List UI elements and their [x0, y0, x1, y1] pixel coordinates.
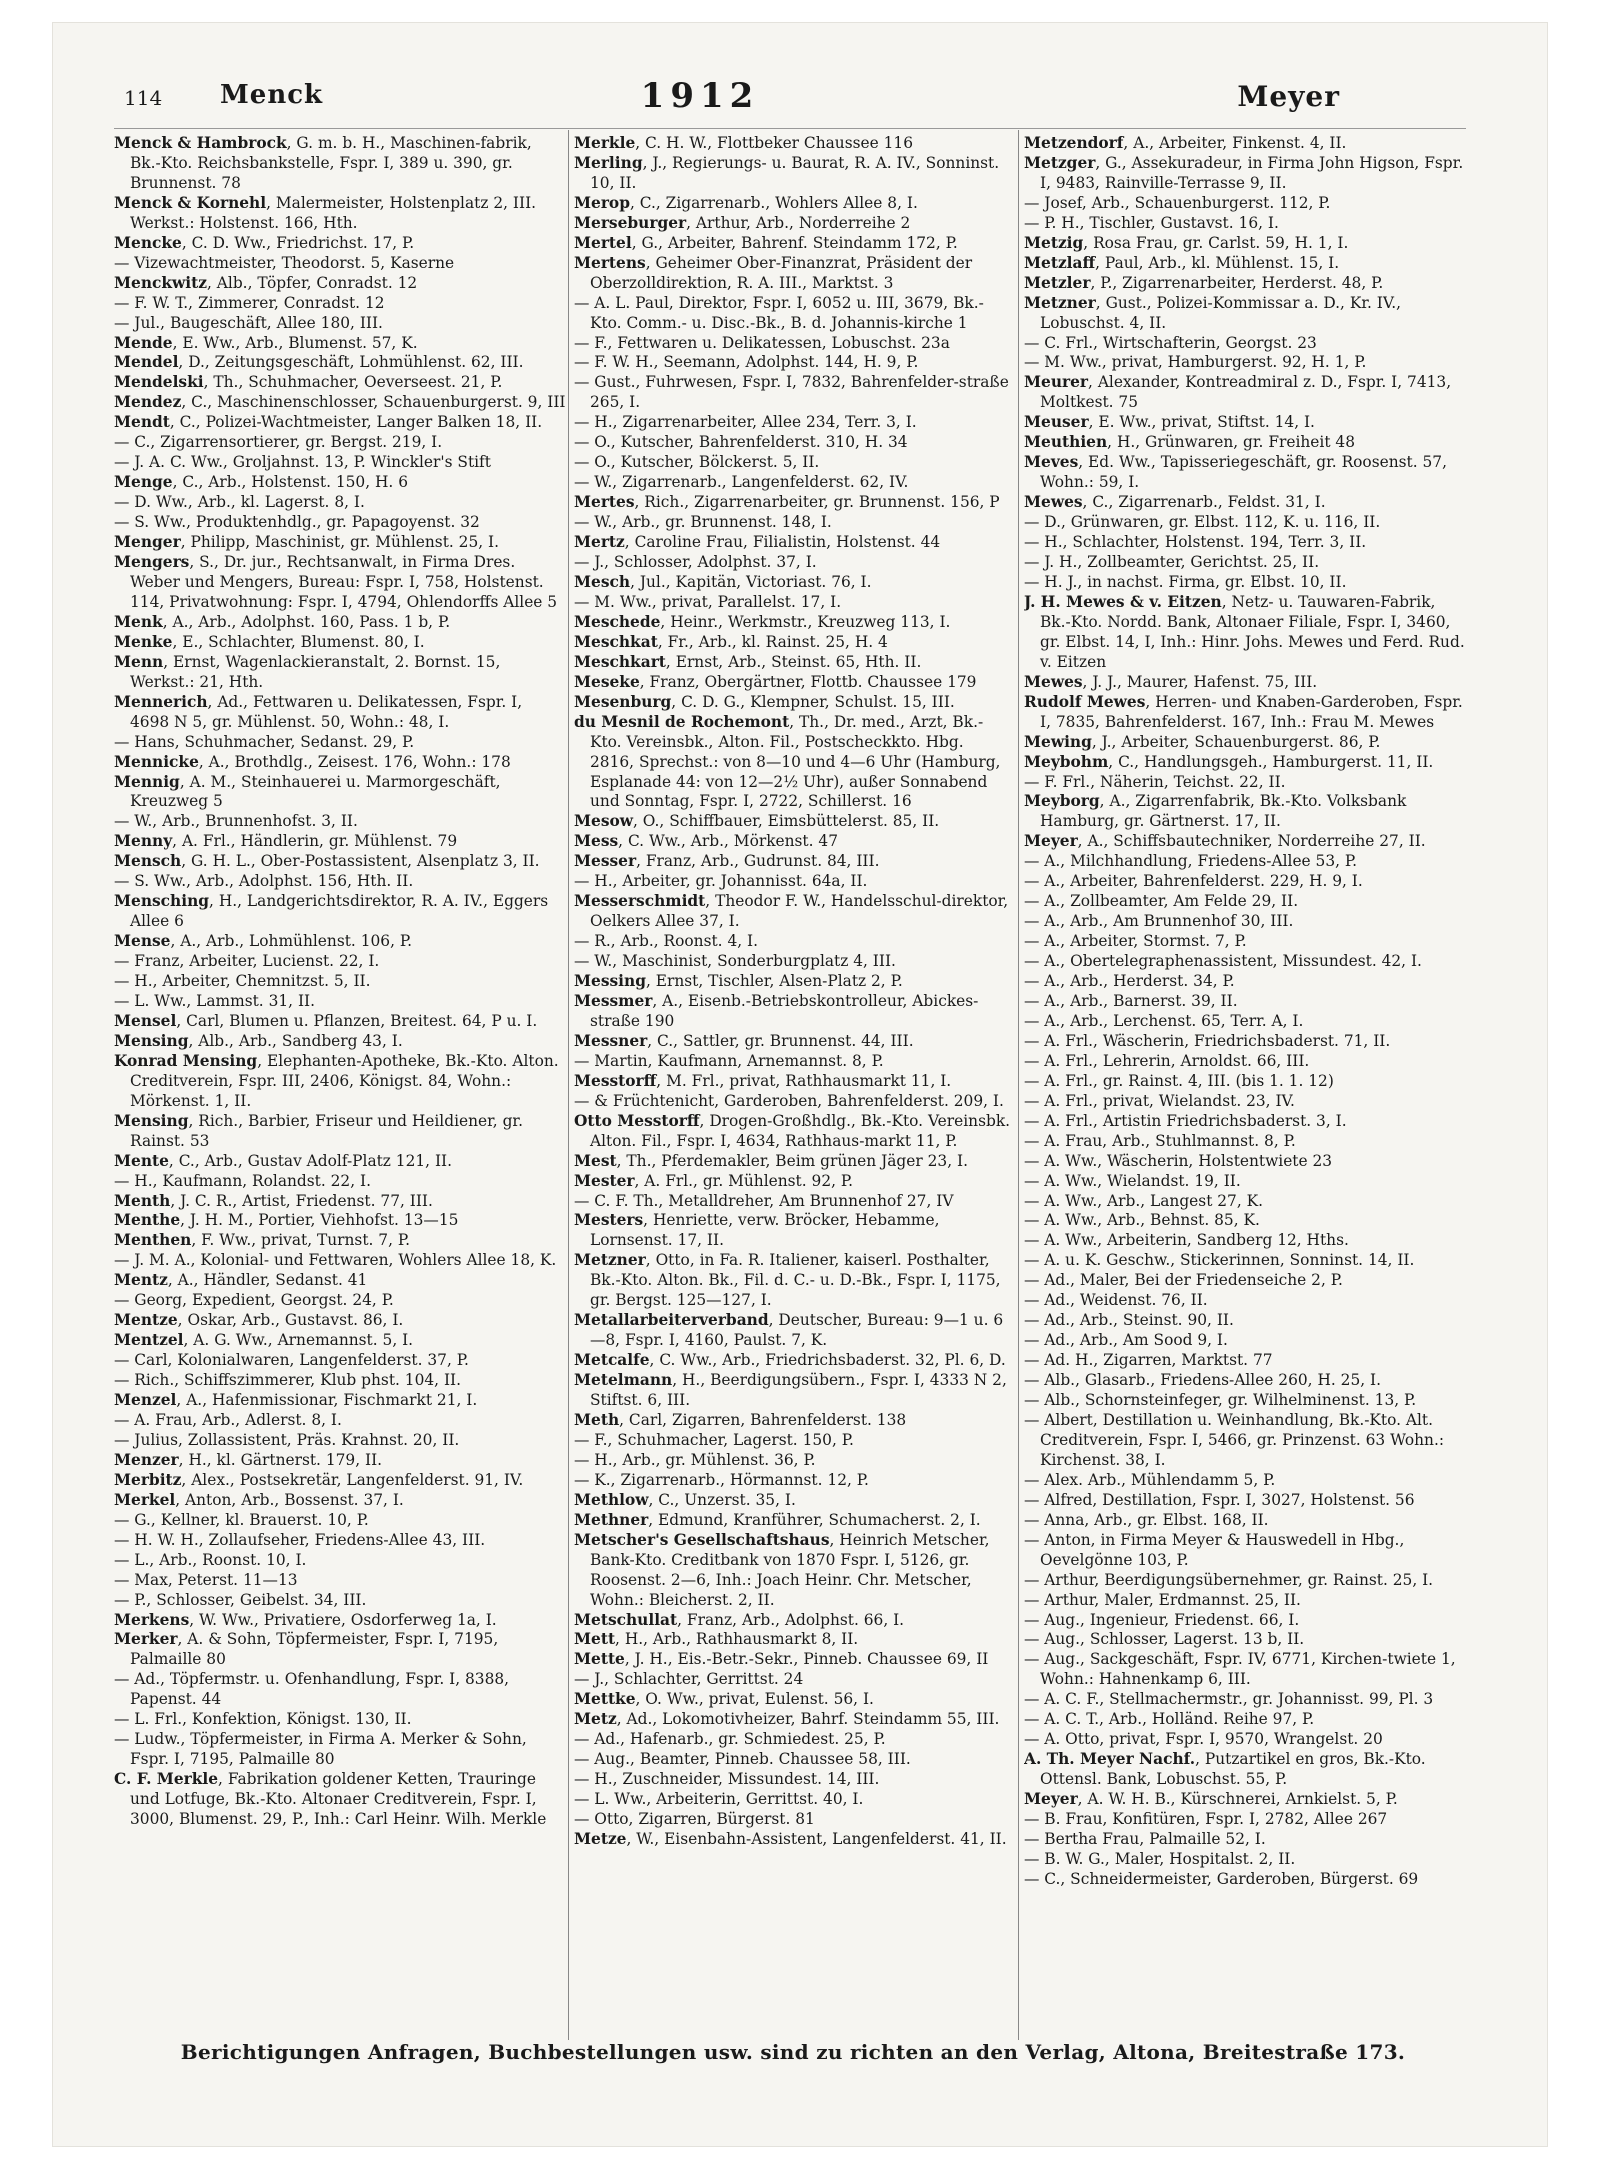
directory-entry: Meybohm, C., Handlungsgeh., Hamburgerst. 11, II.: [1024, 752, 1434, 771]
directory-entry: — H., Schlachter, Holstenst. 194, Terr. 3, II.: [1024, 533, 1367, 552]
directory-entry: Mensing, Rich., Barbier, Friseur und Heildiener, gr. Rainst. 53: [114, 1111, 523, 1150]
directory-entry: — H., Zuschneider, Missundest. 14, III.: [574, 1770, 880, 1789]
directory-entry: Rudolf Mewes, Herren- und Knaben-Garderoben, Fspr. I, 7835, Bahrenfelderst. 167, Inh.: Frau M. Mewes: [1024, 692, 1463, 731]
directory-entry: — A. Ww., Wielandst. 19, II.: [1024, 1171, 1241, 1190]
directory-entry: — Ad., Hafenarb., gr. Schmiedest. 25, P.: [574, 1730, 886, 1749]
directory-entry: Meves, Ed. Ww., Tapisseriegeschäft, gr. Roosenst. 57, Wohn.: 59, I.: [1024, 453, 1447, 492]
directory-entry: — J. A. C. Ww., Groljahnst. 13, P. Winckler's Stift: [114, 453, 491, 472]
directory-entry: — S. Ww., Arb., Adolphst. 156, Hth. II.: [114, 872, 414, 891]
directory-entry: — Gust., Fuhrwesen, Fspr. I, 7832, Bahrenfelder-straße 265, I.: [574, 373, 1009, 412]
directory-entry: Methlow, C., Unzerst. 35, I.: [574, 1490, 796, 1509]
directory-entry: Mengers, S., Dr. jur., Rechtsanwalt, in Firma Dres. Weber und Mengers, Bureau: Fspr. I, 758, Holstenst. 114, Privatwohnung: Fspr. I, 4794, Ohlendorffs Allee 5: [114, 553, 558, 611]
directory-entry: Mester, A. Frl., gr. Mühlenst. 92, P.: [574, 1171, 854, 1190]
directory-entry: — S. Ww., Produktenhdlg., gr. Papagoyenst. 32: [114, 513, 480, 532]
directory-entry: — C. Frl., Wirtschafterin, Georgst. 23: [1024, 333, 1317, 352]
directory-entry: Meth, Carl, Zigarren, Bahrenfelderst. 138: [574, 1411, 907, 1429]
directory-entry: — A. Frau, Arb., Adlerst. 8, I.: [114, 1411, 342, 1429]
directory-entry: Mense, A., Arb., Lohmühlenst. 106, P.: [114, 932, 412, 951]
directory-entry: — Martin, Kaufmann, Arnemannst. 8, P.: [574, 1051, 884, 1070]
directory-entry: — Rich., Schiffszimmerer, Klub phst. 104, II.: [114, 1371, 461, 1390]
directory-entry: — A. Frl., Lehrerin, Arnoldst. 66, III.: [1024, 1051, 1310, 1070]
directory-entry: Meuser, E. Ww., privat, Stiftst. 14, I.: [1024, 413, 1315, 432]
column-2: [574, 134, 1012, 2034]
directory-entry: — Anton, in Firma Meyer & Hauswedell in Hbg., Oevelgönne 103, P.: [1024, 1530, 1405, 1569]
directory-entry: — Bertha Frau, Palmaille 52, I.: [1024, 1830, 1266, 1849]
directory-entry: Mensch, G. H. L., Ober-Postassistent, Alsenplatz 3, II.: [114, 852, 540, 871]
directory-entry: Mensel, Carl, Blumen u. Pflanzen, Breitest. 64, P u. I.: [114, 1011, 538, 1030]
directory-entry: Mette, J. H., Eis.-Betr.-Sekr., Pinneb. Chaussee 69, II: [574, 1650, 989, 1669]
directory-entry: Mennig, A. M., Steinhauerei u. Marmorgeschäft, Kreuzweg 5: [114, 772, 501, 811]
publisher-footer: Berichtigungen Anfragen, Buchbestellungen usw. sind zu richten an den Verlag, Altona, Breitestraße 173.: [180, 2040, 1406, 2064]
directory-entry: — Franz, Arbeiter, Lucienst. 22, I.: [114, 952, 380, 971]
directory-entry: Mencke, C. D. Ww., Friedrichst. 17, P.: [114, 233, 415, 252]
directory-entry: — A., Arb., Herderst. 34, P.: [1024, 972, 1235, 991]
directory-entry: — A., Arbeiter, Bahrenfelderst. 229, H. 9, I.: [1024, 872, 1363, 891]
directory-entry: — Ad., Arb., Am Sood 9, I.: [1024, 1331, 1228, 1350]
directory-entry: — Alex. Arb., Mühlendamm 5, P.: [1024, 1470, 1276, 1489]
directory-entry: Mende, E. Ww., Arb., Blumenst. 57, K.: [114, 333, 418, 352]
directory-entry: — J., Schlosser, Adolphst. 37, I.: [574, 553, 817, 572]
directory-entry: — Aug., Beamter, Pinneb. Chaussee 58, III.: [574, 1750, 911, 1769]
directory-entry: — Ad., Maler, Bei der Friedenseiche 2, P.: [1024, 1271, 1343, 1290]
directory-entry: — & Früchtenicht, Garderoben, Bahrenfelderst. 209, I.: [574, 1091, 1004, 1110]
directory-entry: Metzger, G., Assekuradeur, in Firma John Higson, Fspr. I, 9483, Rainville-Terrasse 9, II.: [1024, 153, 1464, 192]
directory-entry: — B. Frau, Konfitüren, Fspr. I, 2782, Allee 267: [1024, 1810, 1388, 1829]
directory-entry: — A. Ww., Arb., Behnst. 85, K.: [1024, 1211, 1260, 1230]
directory-entry: Meuthien, H., Grünwaren, gr. Freiheit 48: [1024, 433, 1355, 452]
directory-entry: — R., Arb., Roonst. 4, I.: [574, 932, 758, 951]
directory-entry: Merkle, C. H. W., Flottbeker Chaussee 116: [574, 134, 913, 152]
directory-entry: Meurer, Alexander, Kontreadmiral z. D., Fspr. I, 7413, Moltkest. 75: [1024, 373, 1452, 412]
directory-entry: — W., Arb., Brunnenhofst. 3, II.: [114, 812, 358, 831]
directory-entry: — Aug., Sackgeschäft, Fspr. IV, 6771, Kirchen-twiete 1, Wohn.: Hahnenkamp 6, III.: [1024, 1650, 1456, 1689]
directory-entry: Menge, C., Arb., Holstenst. 150, H. 6: [114, 473, 409, 492]
directory-entry: — W., Arb., gr. Brunnenst. 148, I.: [574, 513, 832, 532]
directory-entry: — L. Frl., Konfektion, Königst. 130, II.: [114, 1710, 412, 1729]
directory-entry: Messer, Franz, Arb., Gudrunst. 84, III.: [574, 852, 880, 871]
directory-entry: Mennicke, A., Brothdlg., Zeisest. 176, Wohn.: 178: [114, 752, 511, 771]
directory-entry: — Alfred, Destillation, Fspr. I, 3027, Holstenst. 56: [1024, 1490, 1415, 1509]
directory-entry: — A., Zollbeamter, Am Felde 29, II.: [1024, 892, 1299, 911]
directory-entry: Menzer, H., kl. Gärtnerst. 179, II.: [114, 1450, 383, 1469]
directory-entry: Mertz, Caroline Frau, Filialistin, Holstenst. 44: [574, 533, 941, 552]
directory-entry: — A. Frl., Wäscherin, Friedrichsbaderst. 71, II.: [1024, 1031, 1391, 1050]
directory-entry: Menzel, A., Hafenmissionar, Fischmarkt 21, I.: [114, 1391, 478, 1410]
directory-entry: — H., Kaufmann, Rolandst. 22, I.: [114, 1171, 371, 1190]
directory-entry: Mett, H., Arb., Rathhausmarkt 8, II.: [574, 1630, 859, 1649]
directory-entry: Mente, C., Arb., Gustav Adolf-Platz 121, II.: [114, 1151, 453, 1170]
directory-entry: — Jul., Baugeschäft, Allee 180, III.: [114, 313, 383, 332]
directory-entry: — Ludw., Töpfermeister, in Firma A. Merker & Sohn, Fspr. I, 7195, Palmaille 80: [114, 1730, 527, 1769]
directory-entry: — A. Frl., gr. Rainst. 4, III. (bis 1. 1. 12): [1024, 1071, 1334, 1090]
directory-entry: Menny, A. Frl., Händlerin, gr. Mühlenst. 79: [114, 832, 458, 851]
directory-entry: Mesters, Henriette, verw. Bröcker, Hebamme, Lornsenst. 17, II.: [574, 1211, 940, 1250]
directory-entry: Mentzel, A. G. Ww., Arnemannst. 5, I.: [114, 1331, 414, 1350]
directory-entry: Mennerich, Ad., Fettwaren u. Delikatessen, Fspr. I, 4698 N 5, gr. Mühlenst. 50, Wohn.: 48, I.: [114, 692, 523, 731]
directory-entry: — A., Arb., Lerchenst. 65, Terr. A, I.: [1024, 1011, 1304, 1030]
directory-entry: — J. M. A., Kolonial- und Fettwaren, Wohlers Allee 18, K.: [114, 1251, 557, 1270]
directory-entry: — H. J., in nachst. Firma, gr. Elbst. 10, II.: [1024, 572, 1347, 591]
directory-entry: — G., Kellner, kl. Brauerst. 10, P.: [114, 1510, 369, 1529]
directory-entry: Metcalfe, C. Ww., Arb., Friedrichsbaderst. 32, Pl. 6, D.: [574, 1351, 1006, 1370]
directory-entry: J. H. Mewes & v. Eitzen, Netz- u. Tauwaren-Fabrik, Bk.-Kto. Nordd. Bank, Altonaer Filiale, Fspr. I, 3460, gr. Elbst. 14, I, Inh.: Hinr. Johs. Mewes und Ferd. Rud. v. Eitzen: [1024, 592, 1465, 671]
header-rule: [114, 128, 1466, 129]
right-catchword: Meyer: [1237, 80, 1340, 113]
directory-entry: — F. W. H., Seemann, Adolphst. 144, H. 9, P.: [574, 353, 919, 372]
directory-entry: — A. Ww., Arbeiterin, Sandberg 12, Hths.: [1024, 1231, 1349, 1250]
directory-entry: — A. Ww., Arb., Langest 27, K.: [1024, 1191, 1264, 1210]
directory-entry: Mertel, G., Arbeiter, Bahrenf. Steindamm 172, P.: [574, 233, 958, 252]
directory-entry: Mesenburg, C. D. G., Klempner, Schulst. 15, III.: [574, 692, 955, 711]
directory-entry: Otto Messtorff, Drogen-Großhdlg., Bk.-Kto. Vereinsbk. Alton. Fil., Fspr. I, 4634, Rathhaus-markt 11, P.: [574, 1111, 1011, 1150]
directory-entry: Mertes, Rich., Zigarrenarbeiter, gr. Brunnenst. 156, P: [574, 493, 1000, 512]
directory-entry: Metallarbeiterverband, Deutscher, Bureau: 9—1 u. 6—8, Fspr. I, 4160, Paulst. 7, K.: [574, 1311, 1004, 1350]
column-3: [1024, 134, 1466, 2034]
directory-entry: Menthe, J. H. M., Portier, Viehhofst. 13—15: [114, 1211, 459, 1230]
directory-entry: Menck & Kornehl, Malermeister, Holstenplatz 2, III. Werkst.: Holstenst. 166, Hth.: [114, 193, 537, 232]
directory-entry: Metelmann, H., Beerdigungsübern., Fspr. I, 4333 N 2, Stiftst. 6, III.: [574, 1371, 1007, 1410]
directory-entry: — C., Schneidermeister, Garderoben, Bürgerst. 69: [1024, 1869, 1419, 1888]
directory-entry: — A. Frau, Arb., Stuhlmannst. 8, P.: [1024, 1131, 1296, 1150]
directory-entry: Metze, W., Eisenbahn-Assistent, Langenfelderst. 41, II.: [574, 1830, 1007, 1849]
directory-entry: — Otto, Zigarren, Bürgerst. 81: [574, 1810, 815, 1829]
directory-entry: — F. W. T., Zimmerer, Conradst. 12: [114, 293, 385, 312]
directory-entry: Menger, Philipp, Maschinist, gr. Mühlenst. 25, I.: [114, 533, 500, 552]
directory-entry: — D. Ww., Arb., kl. Lagerst. 8, I.: [114, 493, 365, 512]
directory-entry: Meyer, A. W. H. B., Kürschnerei, Arnkielst. 5, P.: [1024, 1790, 1398, 1809]
directory-entry: Mertens, Geheimer Ober-Finanzrat, Präsident der Oberzolldirektion, R. A. III., Marktst. 3: [574, 253, 973, 292]
directory-entry: — A. C. T., Arb., Holländ. Reihe 97, P.: [1024, 1710, 1315, 1729]
directory-entry: — A. Frl., Artistin Friedrichsbaderst. 3, I.: [1024, 1111, 1347, 1130]
directory-entry: — Ad., Töpfermstr. u. Ofenhandlung, Fspr. I, 8388, Papenst. 44: [114, 1670, 510, 1709]
directory-entry: — Ad., Arb., Steinst. 90, II.: [1024, 1311, 1234, 1330]
directory-entry: — A. L. Paul, Direktor, Fspr. I, 6052 u. III, 3679, Bk.-Kto. Comm.- u. Disc.-Bk., B. d. Johannis-kirche 1: [574, 293, 984, 332]
directory-entry: — Aug., Ingenieur, Friedenst. 66, I.: [1024, 1610, 1300, 1629]
directory-entry: Meyborg, A., Zigarrenfabrik, Bk.-Kto. Volksbank Hamburg, gr. Gärtnerst. 17, II.: [1024, 792, 1407, 831]
directory-entry: — Hans, Schuhmacher, Sedanst. 29, P.: [114, 732, 415, 751]
directory-entry: Menck & Hambrock, G. m. b. H., Maschinen-fabrik, Bk.-Kto. Reichsbankstelle, Fspr. I, 389 u. 390, gr. Brunnenst. 78: [114, 134, 532, 192]
directory-entry: — C., Zigarrensortierer, gr. Bergst. 219, I.: [114, 433, 443, 452]
directory-entry: Mendez, C., Maschinenschlosser, Schauenburgerst. 9, III: [114, 393, 566, 412]
directory-entry: — Alb., Glasarb., Friedens-Allee 260, H. 25, I.: [1024, 1371, 1382, 1390]
directory-entry: Metzler, P., Zigarrenarbeiter, Herderst. 48, P.: [1024, 273, 1384, 292]
directory-entry: Menth, J. C. R., Artist, Friedenst. 77, III.: [114, 1191, 433, 1210]
directory-entry: — P. H., Tischler, Gustavst. 16, I.: [1024, 213, 1279, 232]
directory-entry: Messing, Ernst, Tischler, Alsen-Platz 2, P.: [574, 972, 903, 991]
directory-entry: — Aug., Schlosser, Lagerst. 13 b, II.: [1024, 1630, 1305, 1649]
directory-entry: Mentze, Oskar, Arb., Gustavst. 86, I.: [114, 1311, 404, 1330]
directory-entry: Metschullat, Franz, Arb., Adolphst. 66, I.: [574, 1610, 905, 1629]
directory-entry: — J., Schlachter, Gerrittst. 24: [574, 1670, 804, 1689]
directory-entry: Menthen, F. Ww., privat, Turnst. 7, P.: [114, 1231, 410, 1250]
directory-entry: Menk, A., Arb., Adolphst. 160, Pass. 1 b, P.: [114, 612, 451, 631]
directory-entry: Mesch, Jul., Kapitän, Victoriast. 76, I.: [574, 572, 872, 591]
directory-entry: Messerschmidt, Theodor F. W., Handelsschul-direktor, Oelkers Allee 37, I.: [574, 892, 1009, 931]
directory-entry: Menckwitz, Alb., Töpfer, Conradst. 12: [114, 273, 418, 292]
directory-entry: — A. C. F., Stellmachermstr., gr. Johannisst. 99, Pl. 3: [1024, 1690, 1434, 1709]
directory-entry: Meschkat, Fr., Arb., kl. Rainst. 25, H. 4: [574, 632, 888, 651]
directory-entry: Mewes, C., Zigarrenarb., Feldst. 31, I.: [1024, 493, 1326, 512]
directory-entry: — Alb., Schornsteinfeger, gr. Wilhelminenst. 13, P.: [1024, 1391, 1417, 1410]
directory-entry: Mendelski, Th., Schuhmacher, Oeverseest. 21, P.: [114, 373, 503, 392]
directory-entry: — Ad., Weidenst. 76, II.: [1024, 1291, 1208, 1310]
column-divider: [1018, 130, 1019, 2040]
directory-entry: — H., Arbeiter, Chemnitzst. 5, II.: [114, 972, 371, 991]
directory-entry: — Arthur, Maler, Erdmannst. 25, II.: [1024, 1590, 1301, 1609]
directory-entry: — P., Schlosser, Geibelst. 34, III.: [114, 1590, 367, 1609]
directory-entry: — W., Maschinist, Sonderburgplatz 4, III.: [574, 952, 896, 971]
directory-entry: — H., Zigarrenarbeiter, Allee 234, Terr. 3, I.: [574, 413, 917, 432]
directory-entry: Meschede, Heinr., Werkmstr., Kreuzweg 113, I.: [574, 612, 951, 631]
directory-entry: — Josef, Arb., Schauenburgerst. 112, P.: [1024, 193, 1331, 212]
directory-entry: Konrad Mensing, Elephanten-Apotheke, Bk.-Kto. Alton. Creditverein, Fspr. III, 2406, Königst. 84, Wohn.: Mörkenst. 1, II.: [114, 1051, 559, 1110]
directory-entry: Messtorff, M. Frl., privat, Rathhausmarkt 11, I.: [574, 1071, 952, 1090]
directory-entry: A. Th. Meyer Nachf., Putzartikel en gros, Bk.-Kto. Ottensl. Bank, Lobuschst. 55, P.: [1024, 1750, 1426, 1789]
directory-entry: Merkel, Anton, Arb., Bossenst. 37, I.: [114, 1490, 404, 1509]
left-catchword: Menck: [220, 80, 324, 110]
directory-entry: — A., Obertelegraphenassistent, Missundest. 42, I.: [1024, 952, 1422, 971]
page-header: [70, 76, 1340, 120]
directory-entry: — Albert, Destillation u. Weinhandlung, Bk.-Kto. Alt. Creditverein, Fspr. I, 5466, gr. Prinzenst. 63 Wohn.: Kirchenst. 38, I.: [1024, 1411, 1445, 1469]
directory-entry: — L. Ww., Arbeiterin, Gerrittst. 40, I.: [574, 1790, 864, 1809]
directory-entry: Metzner, Gust., Polizei-Kommissar a. D., Kr. IV., Lobuschst. 4, II.: [1024, 293, 1402, 332]
directory-entry: — H., Arbeiter, gr. Johannisst. 64a, II.: [574, 872, 868, 891]
directory-entry: — L., Arb., Roonst. 10, I.: [114, 1550, 307, 1569]
directory-entry: — C. F. Th., Metalldreher, Am Brunnenhof 27, IV: [574, 1191, 954, 1210]
directory-entry: Merbitz, Alex., Postsekretär, Langenfelderst. 91, IV.: [114, 1470, 524, 1489]
directory-entry: Merkens, W. Ww., Privatiere, Osdorferweg 1a, I.: [114, 1610, 497, 1629]
year-heading: 1912: [640, 76, 760, 116]
directory-entry: — A., Arb., Barnerst. 39, II.: [1024, 991, 1238, 1010]
directory-entry: — W., Zigarrenarb., Langenfelderst. 62, IV.: [574, 473, 909, 492]
directory-entry: Meschkart, Ernst, Arb., Steinst. 65, Hth. II.: [574, 652, 922, 671]
directory-entry: — B. W. G., Maler, Hospitalst. 2, II.: [1024, 1849, 1296, 1868]
directory-entry: — Anna, Arb., gr. Elbst. 168, II.: [1024, 1510, 1269, 1529]
directory-entry: — A., Milchhandlung, Friedens-Allee 53, P.: [1024, 852, 1358, 871]
directory-entry: — Julius, Zollassistent, Präs. Krahnst. 20, II.: [114, 1430, 460, 1449]
directory-entry: — M. Ww., privat, Parallelst. 17, I.: [574, 592, 842, 611]
directory-entry: Mensching, H., Landgerichtsdirektor, R. A. IV., Eggers Allee 6: [114, 892, 549, 931]
directory-entry: Menke, E., Schlachter, Blumenst. 80, I.: [114, 632, 425, 651]
directory-entry: — F., Schuhmacher, Lagerst. 150, P.: [574, 1430, 854, 1449]
directory-entry: — Vizewachtmeister, Theodorst. 5, Kaserne: [114, 253, 455, 272]
directory-entry: — Ad. H., Zigarren, Marktst. 77: [1024, 1351, 1273, 1370]
directory-entry: Messmer, A., Eisenb.-Betriebskontrolleur, Abickes-straße 190: [574, 991, 979, 1030]
directory-entry: Meyer, A., Schiffsbautechniker, Norderreihe 27, II.: [1024, 832, 1426, 851]
directory-entry: Metscher's Gesellschaftshaus, Heinrich Metscher, Bank-Kto. Creditbank von 1870 Fspr. I, 5126, gr. Roosenst. 2—6, Inh.: Joach Heinr. Chr. Metscher, Wohn.: Bleicherst. 2, II.: [574, 1530, 990, 1609]
directory-entry: Mest, Th., Pferdemakler, Beim grünen Jäger 23, I.: [574, 1151, 968, 1170]
directory-entry: Mendel, D., Zeitungsgeschäft, Lohmühlenst. 62, III.: [114, 353, 524, 372]
directory-entry: du Mesnil de Rochemont, Th., Dr. med., Arzt, Bk.-Kto. Vereinsbk., Alton. Fil., Postscheckkto. Hbg. 2816, Sprechst.: von 8—10 und 4—6 Uhr (Hamburg, Esplanade 44: von 12—2½ Uhr), außer Sonnabend und Sonntag, Fspr. I, 2722, Schillerst. 16: [574, 712, 1001, 811]
directory-entry: Metzendorf, A., Arbeiter, Finkenst. 4, II.: [1024, 134, 1347, 152]
directory-entry: Mesow, O., Schiffbauer, Eimsbüttelerst. 85, II.: [574, 812, 940, 831]
directory-entry: — A., Arbeiter, Stormst. 7, P.: [1024, 932, 1247, 951]
directory-entry: Merseburger, Arthur, Arb., Norderreihe 2: [574, 213, 911, 232]
directory-entry: Meseke, Franz, Obergärtner, Flottb. Chaussee 179: [574, 672, 977, 691]
directory-entry: Mendt, C., Polizei-Wachtmeister, Langer Balken 18, II.: [114, 413, 543, 432]
directory-entry: Metzner, Otto, in Fa. R. Italiener, kaiserl. Posthalter, Bk.-Kto. Alton. Bk., Fil. d. C.- u. D.-Bk., Fspr. I, 1175, gr. Bergst. 125—127, I.: [574, 1251, 1001, 1310]
directory-entry: — O., Kutscher, Bölckerst. 5, II.: [574, 453, 820, 472]
page-number: 114: [124, 86, 163, 110]
directory-entry: Mensing, Alb., Arb., Sandberg 43, I.: [114, 1031, 403, 1050]
directory-entry: Messner, C., Sattler, gr. Brunnenst. 44, III.: [574, 1031, 914, 1050]
directory-entry: — Arthur, Beerdigungsübernehmer, gr. Rainst. 25, I.: [1024, 1570, 1434, 1589]
directory-entry: — M. Ww., privat, Hamburgerst. 92, H. 1, P.: [1024, 353, 1367, 372]
directory-entry: — A. u. K. Geschw., Stickerinnen, Sonninst. 14, II.: [1024, 1251, 1415, 1270]
directory-entry: Metzig, Rosa Frau, gr. Carlst. 59, H. 1, I.: [1024, 233, 1349, 252]
directory-entry: — F. Frl., Näherin, Teichst. 22, II.: [1024, 772, 1286, 791]
directory-entry: — J. H., Zollbeamter, Gerichtst. 25, II.: [1024, 553, 1320, 572]
directory-entry: — Georg, Expedient, Georgst. 24, P.: [114, 1291, 394, 1310]
directory-entry: — Carl, Kolonialwaren, Langenfelderst. 37, P.: [114, 1351, 469, 1370]
directory-entry: — L. Ww., Lammst. 31, II.: [114, 991, 316, 1010]
directory-entry: Merling, J., Regierungs- u. Baurat, R. A. IV., Sonninst. 10, II.: [574, 153, 1000, 192]
directory-entry: — A. Frl., privat, Wielandst. 23, IV.: [1024, 1091, 1295, 1110]
directory-entry: Merker, A. & Sohn, Töpfermeister, Fspr. I, 7195, Palmaille 80: [114, 1630, 499, 1669]
directory-entry: C. F. Merkle, Fabrikation goldener Ketten, Trauringe und Lotfuge, Bk.-Kto. Altonaer Creditverein, Fspr. I, 3000, Blumenst. 29, P., Inh.: Carl Heinr. Wilh. Merkle: [114, 1770, 547, 1829]
column-1: [114, 134, 566, 2034]
directory-entry: — D., Grünwaren, gr. Elbst. 112, K. u. 116, II.: [1024, 513, 1381, 532]
directory-entry: — K., Zigarrenarb., Hörmannst. 12, P.: [574, 1470, 869, 1489]
directory-entry: — O., Kutscher, Bahrenfelderst. 310, H. 34: [574, 433, 908, 452]
directory-entry: Mentz, A., Händler, Sedanst. 41: [114, 1271, 368, 1290]
directory-entry: — A. Ww., Wäscherin, Holstentwiete 23: [1024, 1151, 1333, 1170]
directory-entry: — Max, Peterst. 11—13: [114, 1570, 298, 1589]
directory-entry: Merop, C., Zigarrenarb., Wohlers Allee 8, I.: [574, 193, 918, 212]
directory-entry: Mettke, O. Ww., privat, Eulenst. 56, I.: [574, 1690, 874, 1709]
directory-entry: Methner, Edmund, Kranführer, Schumacherst. 2, I.: [574, 1510, 981, 1529]
directory-entry: Menn, Ernst, Wagenlackieranstalt, 2. Bornst. 15, Werkst.: 21, Hth.: [114, 652, 501, 691]
directory-entry: Mess, C. Ww., Arb., Mörkenst. 47: [574, 832, 838, 851]
directory-entry: Metzlaff, Paul, Arb., kl. Mühlenst. 15, I.: [1024, 253, 1340, 272]
directory-entry: — A. Otto, privat, Fspr. I, 9570, Wrangelst. 20: [1024, 1730, 1383, 1749]
directory-entry: — A., Arb., Am Brunnenhof 30, III.: [1024, 912, 1294, 931]
directory-entry: Mewing, J., Arbeiter, Schauenburgerst. 86, P.: [1024, 732, 1381, 751]
directory-entry: Metz, Ad., Lokomotivheizer, Bahrf. Steindamm 55, III.: [574, 1710, 1000, 1729]
directory-entry: — H. W. H., Zollaufseher, Friedens-Allee 43, III.: [114, 1530, 486, 1549]
column-divider: [568, 130, 569, 2040]
directory-entry: — F., Fettwaren u. Delikatessen, Lobuschst. 23a: [574, 333, 950, 352]
directory-entry: — H., Arb., gr. Mühlenst. 36, P.: [574, 1450, 816, 1469]
directory-entry: Mewes, J. J., Maurer, Hafenst. 75, III.: [1024, 672, 1318, 691]
